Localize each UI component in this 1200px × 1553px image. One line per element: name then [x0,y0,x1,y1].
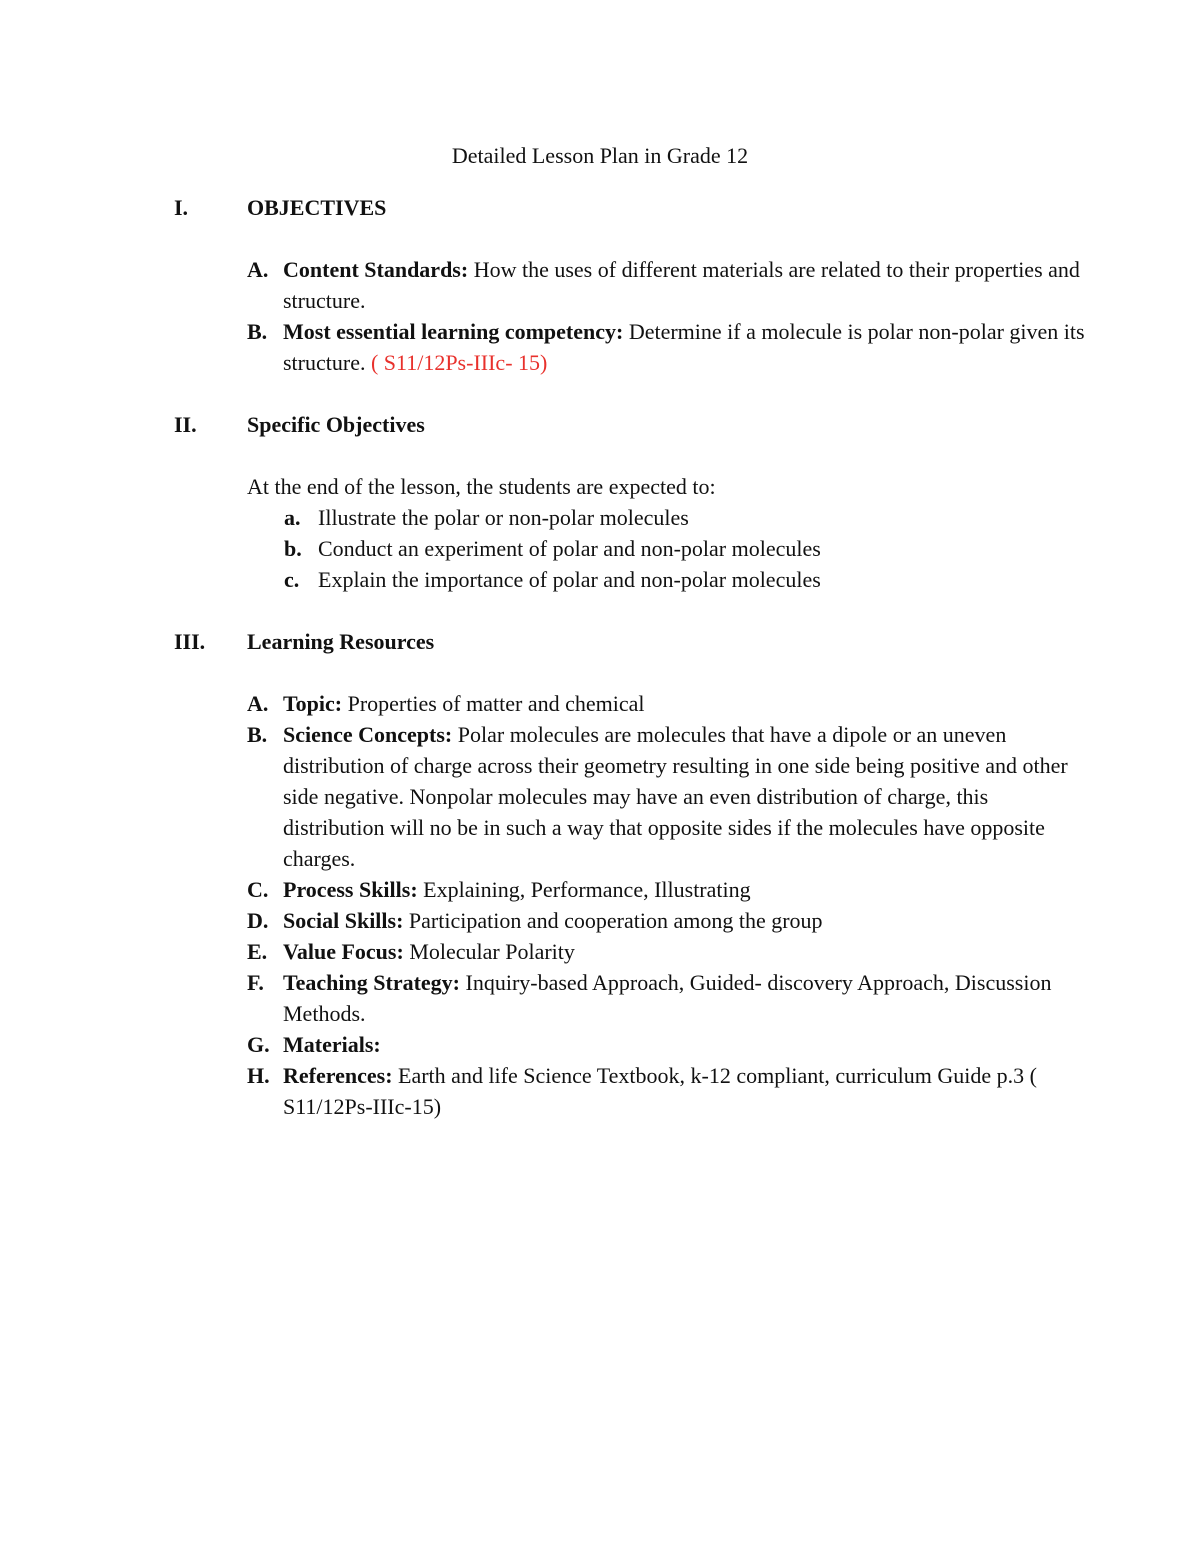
list-marker: B. [247,722,268,747]
section-heading-specific: Specific Objectives [247,412,425,437]
list-marker: E. [247,939,268,964]
specific-objectives-list [284,502,821,595]
section-number-specific: II. [174,412,197,437]
item-label: Process Skills: [283,877,418,902]
list-marker: B. [247,319,268,344]
section-heading-resources: Learning Resources [247,629,435,654]
item-text: How the uses of different materials are related to their properties and structure. [283,257,1080,313]
item-text: Conduct an experiment of polar and non-polar molecules [318,536,821,561]
list-item [247,967,1077,1029]
list-marker: D. [247,908,269,933]
list-item [284,502,821,533]
item-label: Teaching Strategy: [283,970,461,995]
list-item [247,719,1077,874]
item-text: Polar molecules are molecules that have a dipole or an uneven distribution of charge across their geometry resulting in one side being positive and other side negative. Nonpolar molecules may have an even distribution of charge, this distribution will no be in such a way that opposite sides if the molecules have opposite charges. [283,722,1068,871]
item-label: Social Skills: [283,908,404,933]
list-item [247,1060,1077,1122]
section-number-resources: III. [174,629,206,654]
section-heading-objectives: OBJECTIVES [247,195,387,220]
list-item [247,254,1087,316]
list-marker: C. [247,877,269,902]
item-label: References: [283,1063,393,1088]
item-text: Explaining, Performance, Illustrating [417,877,751,902]
list-item [247,874,1077,905]
item-text: Participation and cooperation among the group [403,908,823,933]
specific-intro: At the end of the lesson, the students are expected to: [247,474,716,499]
list-item [247,316,1087,378]
document-title: Detailed Lesson Plan in Grade 12 [451,143,749,168]
item-label: Topic: [283,691,343,716]
section-number-objectives: I. [174,195,189,220]
item-label: Science Concepts: [283,722,453,747]
list-marker: H. [247,1063,270,1088]
item-label: Content Standards: [283,257,469,282]
list-item [284,533,821,564]
list-marker: a. [284,505,301,530]
resources-list [247,688,1077,1122]
item-text: Inquiry-based Approach, Guided- discovery Approach, Discussion Methods. [283,970,1052,1026]
item-text: Determine if a molecule is polar non-polar given its structure. [283,319,1085,375]
objectives-list [247,254,1087,378]
item-text: Molecular Polarity [403,939,575,964]
item-text: Earth and life Science Textbook, k-12 compliant, curriculum Guide p.3 ( S11/12Ps-IIIc-15) [283,1063,1037,1119]
list-marker: c. [284,567,300,592]
item-text: Illustrate the polar or non-polar molecules [318,505,689,530]
list-marker: G. [247,1032,270,1057]
list-item [247,1029,1077,1060]
list-item [247,936,1077,967]
list-marker: b. [284,536,302,561]
list-item [247,905,1077,936]
item-text: Properties of matter and chemical [342,691,645,716]
item-label: Materials: [283,1032,381,1057]
list-item [247,688,1077,719]
competency-code: ( S11/12Ps-IIIc- 15) [370,350,548,375]
item-label: Most essential learning competency: [283,319,624,344]
list-marker: A. [247,691,269,716]
item-label: Value Focus: [283,939,404,964]
list-marker: F. [247,970,264,995]
item-text: Explain the importance of polar and non-polar molecules [318,567,821,592]
list-item [284,564,821,595]
list-marker: A. [247,257,269,282]
